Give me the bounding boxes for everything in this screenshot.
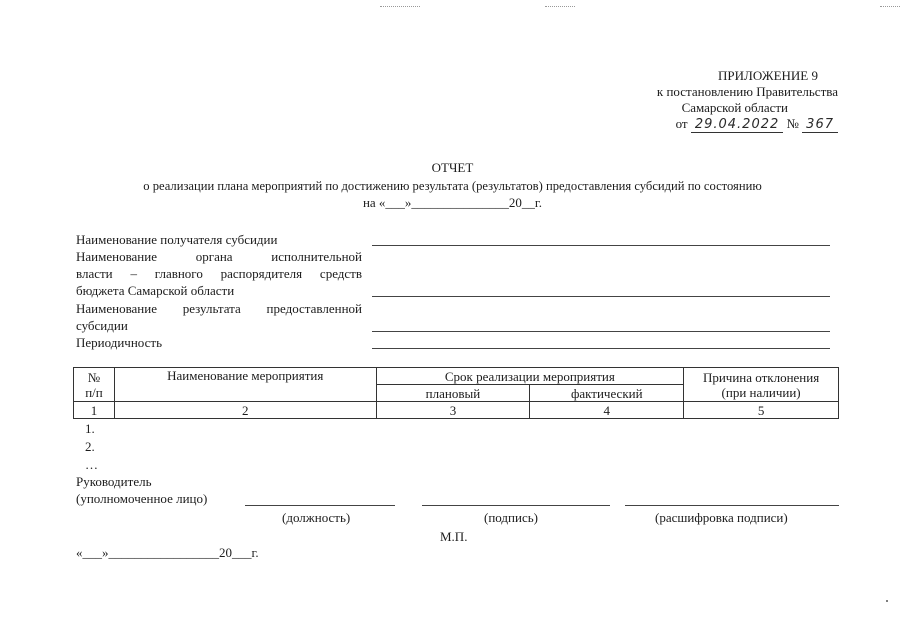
- field-authority-line[interactable]: [372, 296, 830, 297]
- signature-decode-line[interactable]: [625, 505, 839, 506]
- field-recipient-label: Наименование получателя субсидии: [76, 232, 278, 247]
- field-periodicity-line[interactable]: [372, 348, 830, 349]
- events-table: [73, 367, 839, 419]
- field-authority-label-2: власти – главного распорядителя средств: [76, 266, 362, 281]
- scan-speck: [886, 600, 888, 602]
- signature-head-label-1: Руководитель: [76, 474, 152, 489]
- signature-sign-line[interactable]: [422, 505, 610, 506]
- field-result-label-2: субсидии: [76, 318, 128, 333]
- handwritten-date: 29.04.2022: [691, 117, 783, 133]
- report-as-of-date: на «___»_______________20__г.: [362, 195, 543, 210]
- header-reason: [684, 368, 839, 402]
- number-label: №: [786, 116, 799, 131]
- col-number-cell: 2: [114, 402, 376, 419]
- appendix-line1: к постановлению Правительства: [656, 84, 838, 99]
- list-item: …: [85, 457, 98, 472]
- header-planned: плановый: [376, 385, 530, 402]
- header-reason-2: (при наличии): [721, 384, 801, 400]
- field-recipient-line[interactable]: [372, 245, 830, 246]
- header-number-pp: п/п: [85, 384, 103, 400]
- scan-artifact-line: [880, 6, 900, 7]
- header-actual: фактический: [530, 385, 684, 402]
- col-number-cell: 3: [376, 402, 530, 419]
- appendix-line2: Самарской области: [681, 100, 788, 115]
- signature-sign-caption: (подпись): [484, 510, 538, 525]
- field-authority-label-3: бюджета Самарской области: [76, 283, 235, 298]
- header-term: Срок реализации мероприятия: [376, 368, 684, 385]
- signature-date: «___»_________________20___г.: [76, 545, 259, 560]
- appendix-block: [538, 68, 838, 133]
- field-authority-label-1: Наименование органа исполнительной: [76, 249, 362, 264]
- header-number-sign: №: [87, 369, 101, 385]
- field-result-line[interactable]: [372, 331, 830, 332]
- appendix-date-number: [538, 116, 838, 133]
- header-reason-1: Причина отклонения: [702, 369, 820, 385]
- col-number-cell: 1: [74, 402, 115, 419]
- table-column-numbers-row: [74, 402, 839, 419]
- table-header-row: [74, 368, 839, 385]
- signature-position-line[interactable]: [245, 505, 395, 506]
- signature-decode-caption: (расшифровка подписи): [655, 510, 788, 525]
- header-number: [74, 368, 115, 402]
- signature-position-caption: (должность): [282, 510, 351, 525]
- list-item: 2.: [85, 439, 95, 454]
- report-subtitle: о реализации плана мероприятий по достижению результата (результатов) предоставления субсидий по состоянию: [143, 179, 762, 193]
- appendix-title: ПРИЛОЖЕНИЕ 9: [718, 68, 818, 83]
- stamp-placeholder: М.П.: [440, 529, 468, 544]
- from-label: от: [675, 116, 688, 131]
- report-title: ОТЧЕТ: [431, 160, 474, 175]
- signature-head-label-2: (уполномоченное лицо): [76, 491, 208, 506]
- field-periodicity-label: Периодичность: [76, 335, 163, 350]
- scan-artifact-line: [380, 6, 420, 7]
- header-event: Наименование мероприятия: [114, 368, 376, 402]
- scan-artifact-line: [545, 6, 575, 7]
- handwritten-number: 367: [802, 117, 838, 133]
- field-result-label-1: Наименование результата предоставленной: [76, 301, 362, 316]
- list-item: 1.: [85, 421, 95, 436]
- col-number-cell: 5: [684, 402, 839, 419]
- col-number-cell: 4: [530, 402, 684, 419]
